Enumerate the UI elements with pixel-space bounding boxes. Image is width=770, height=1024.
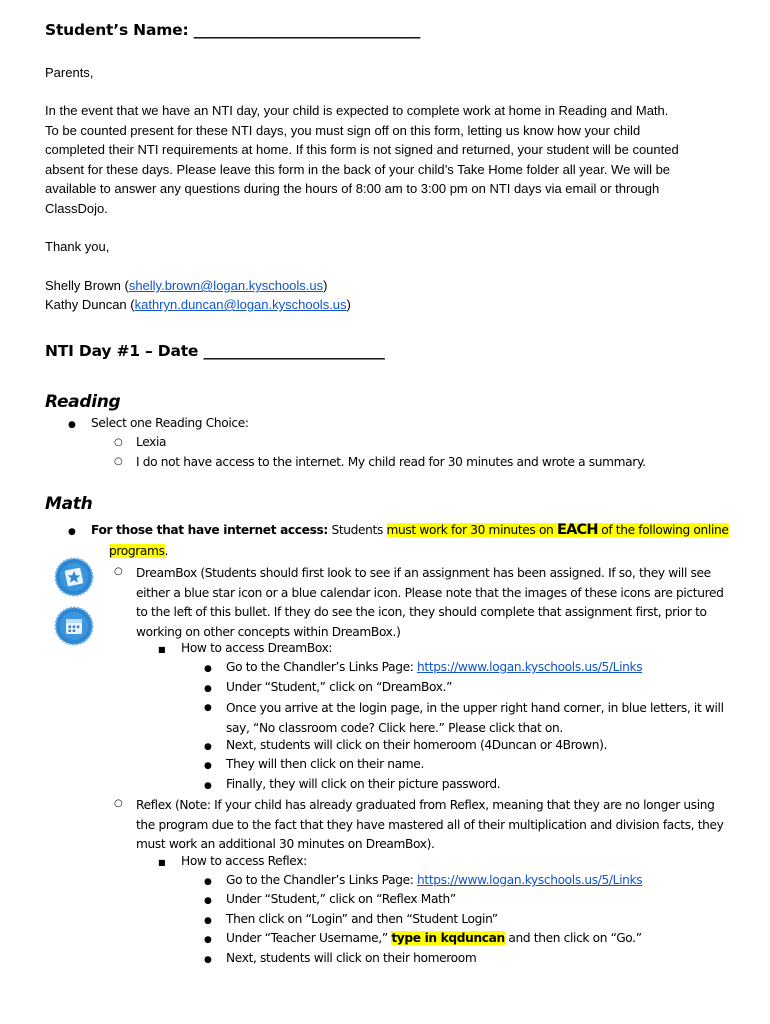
bullet-disc-icon: ● [204, 781, 212, 791]
star-assignment-icon [54, 557, 94, 597]
bullet-circle-icon: ○ [114, 566, 123, 577]
paragraph-line: In the event that we have an NTI day, your child is expected to complete work at home in Reading and Math. [45, 103, 669, 118]
step-text: Under “Teacher Username,” [226, 931, 392, 945]
each-emphasis: EACH [556, 522, 598, 538]
bullet-circle-icon: ○ [114, 456, 123, 467]
dreambox-line: either a blue star icon or a blue calendar icon. Please note that the images of these icons are pictured [136, 585, 724, 600]
student-name-blank: ______________________________ [193, 21, 421, 39]
step-text: Go to the Chandler’s Links Page: [226, 660, 418, 674]
paragraph-line: absent for these days. Please leave this form in the back of your child’s Take Home folder all year. We will be [45, 161, 671, 177]
bullet-disc-icon: ● [68, 420, 76, 430]
signer-close: ) [323, 278, 328, 293]
reflex-line: Reflex (Note: If your child has already graduated from Reflex, meaning that they are no longer using [136, 798, 715, 812]
paragraph-line: ClassDojo. [45, 200, 108, 216]
calendar-assignment-icon [54, 606, 94, 646]
bullet-disc-icon: ● [204, 664, 212, 674]
reflex-step-login: Then click on “Login” and then “Student Login” [226, 912, 498, 926]
math-intro-line2 [109, 544, 168, 558]
bullet-disc-icon: ● [204, 761, 212, 771]
bullet-disc-icon: ● [68, 527, 76, 537]
signer-email-link[interactable]: kathryn.duncan@logan.kyschools.us [134, 297, 347, 312]
greeting: Parents, [45, 65, 94, 80]
signer-close: ) [346, 297, 351, 312]
links-page-link[interactable]: https://www.logan.kyschools.us/5/Links [417, 660, 643, 674]
step-text: and then click on “Go.” [504, 931, 642, 945]
dreambox-step-links [226, 660, 642, 674]
reflex-step-student: Under “Student,” click on “Reflex Math” [226, 892, 456, 906]
date-blank: ________________________ [203, 342, 385, 360]
signer-name: Kathy Duncan ( [45, 297, 135, 312]
highlight-text: must work for 30 minutes on [386, 523, 557, 537]
letter-paragraph [45, 101, 679, 218]
bullet-disc-icon: ● [204, 896, 212, 906]
math-intro [91, 522, 729, 538]
intro-period: . [164, 544, 169, 558]
step-text: Go to the Chandler’s Links Page: [226, 873, 418, 887]
dreambox-step-homeroom: Next, students will click on their homeroom (4Duncan or 4Brown). [226, 738, 608, 752]
paragraph-line: To be counted present for these NTI days, you must sign off on this form, letting us know how your child [45, 122, 641, 138]
reflex-line: must work an additional 30 minutes on DreamBox). [136, 837, 435, 851]
bullet-disc-icon: ● [204, 955, 212, 965]
student-name-line [45, 21, 420, 39]
step-line: Once you arrive at the login page, in the upper right hand corner, in blue letters, it will [226, 701, 724, 715]
step-line: say, “No classroom code? Click here.” Please click that on. [226, 720, 563, 735]
nti-day-label: NTI Day #1 – Date [45, 342, 199, 360]
dreambox-step-login [226, 699, 724, 738]
bullet-disc-icon: ● [204, 935, 212, 945]
dreambox-step-password: Finally, they will click on their picture password. [226, 777, 501, 791]
signer-duncan [45, 295, 351, 315]
links-page-link[interactable]: https://www.logan.kyschools.us/5/Links [417, 873, 643, 887]
math-intro-plain: Students [327, 523, 387, 537]
signer-name: Shelly Brown ( [45, 278, 129, 293]
math-intro-bold: For those that have internet access: [91, 523, 328, 537]
bullet-disc-icon: ● [204, 703, 212, 713]
reading-bullet: Select one Reading Choice: [91, 416, 249, 430]
reading-option-lexia: Lexia [136, 435, 167, 449]
bullet-square-icon: ■ [158, 858, 166, 867]
math-intro-highlight [387, 523, 729, 537]
reflex-step-username [226, 931, 642, 945]
bullet-disc-icon: ● [204, 742, 212, 752]
student-name-label: Student’s Name: [45, 21, 189, 39]
thanks: Thank you, [45, 239, 110, 254]
reflex-how-to: How to access Reflex: [181, 854, 307, 868]
paragraph-line: completed their NTI requirements at home. If this form is not signed and returned, your student will be counted [45, 142, 679, 157]
reading-option-no-internet: I do not have access to the internet. My child read for 30 minutes and wrote a summary. [136, 455, 646, 469]
dreambox-description [136, 564, 724, 642]
signer-brown [45, 276, 327, 296]
bullet-disc-icon: ● [204, 684, 212, 694]
reflex-description [136, 796, 724, 855]
reflex-line: the program due to the fact that they have mastered all of their multiplication and division facts, they [136, 817, 724, 832]
bullet-disc-icon: ● [204, 916, 212, 926]
bullet-circle-icon: ○ [114, 437, 123, 448]
reading-heading: Reading [45, 392, 121, 412]
nti-day-line [45, 342, 385, 360]
dreambox-line: to the left of this bullet. If they do see the icon, they should complete that assignment first, prior to [136, 605, 707, 619]
paragraph-line: available to answer any questions during the hours of 8:00 am to 3:00 pm on NTI days via email or through [45, 181, 660, 196]
math-heading: Math [45, 494, 93, 514]
username-highlight: type in kqduncan [391, 931, 505, 945]
bullet-disc-icon: ● [204, 877, 212, 887]
dreambox-how-to: How to access DreamBox: [181, 641, 333, 655]
bullet-circle-icon: ○ [114, 798, 123, 809]
dreambox-line: working on other concepts within DreamBox.) [136, 624, 401, 639]
dreambox-step-name: They will then click on their name. [226, 757, 424, 771]
dreambox-line: DreamBox (Students should first look to see if an assignment has been assigned. If so, they will see [136, 566, 711, 580]
programs-highlight: programs [109, 544, 165, 558]
signer-email-link[interactable]: shelly.brown@logan.kyschools.us [128, 278, 324, 293]
highlight-text: of the following online [597, 523, 729, 537]
dreambox-step-student: Under “Student,” click on “DreamBox.” [226, 680, 453, 694]
bullet-square-icon: ■ [158, 645, 166, 654]
reflex-step-homeroom: Next, students will click on their homeroom [226, 951, 477, 965]
reflex-step-links [226, 873, 642, 887]
